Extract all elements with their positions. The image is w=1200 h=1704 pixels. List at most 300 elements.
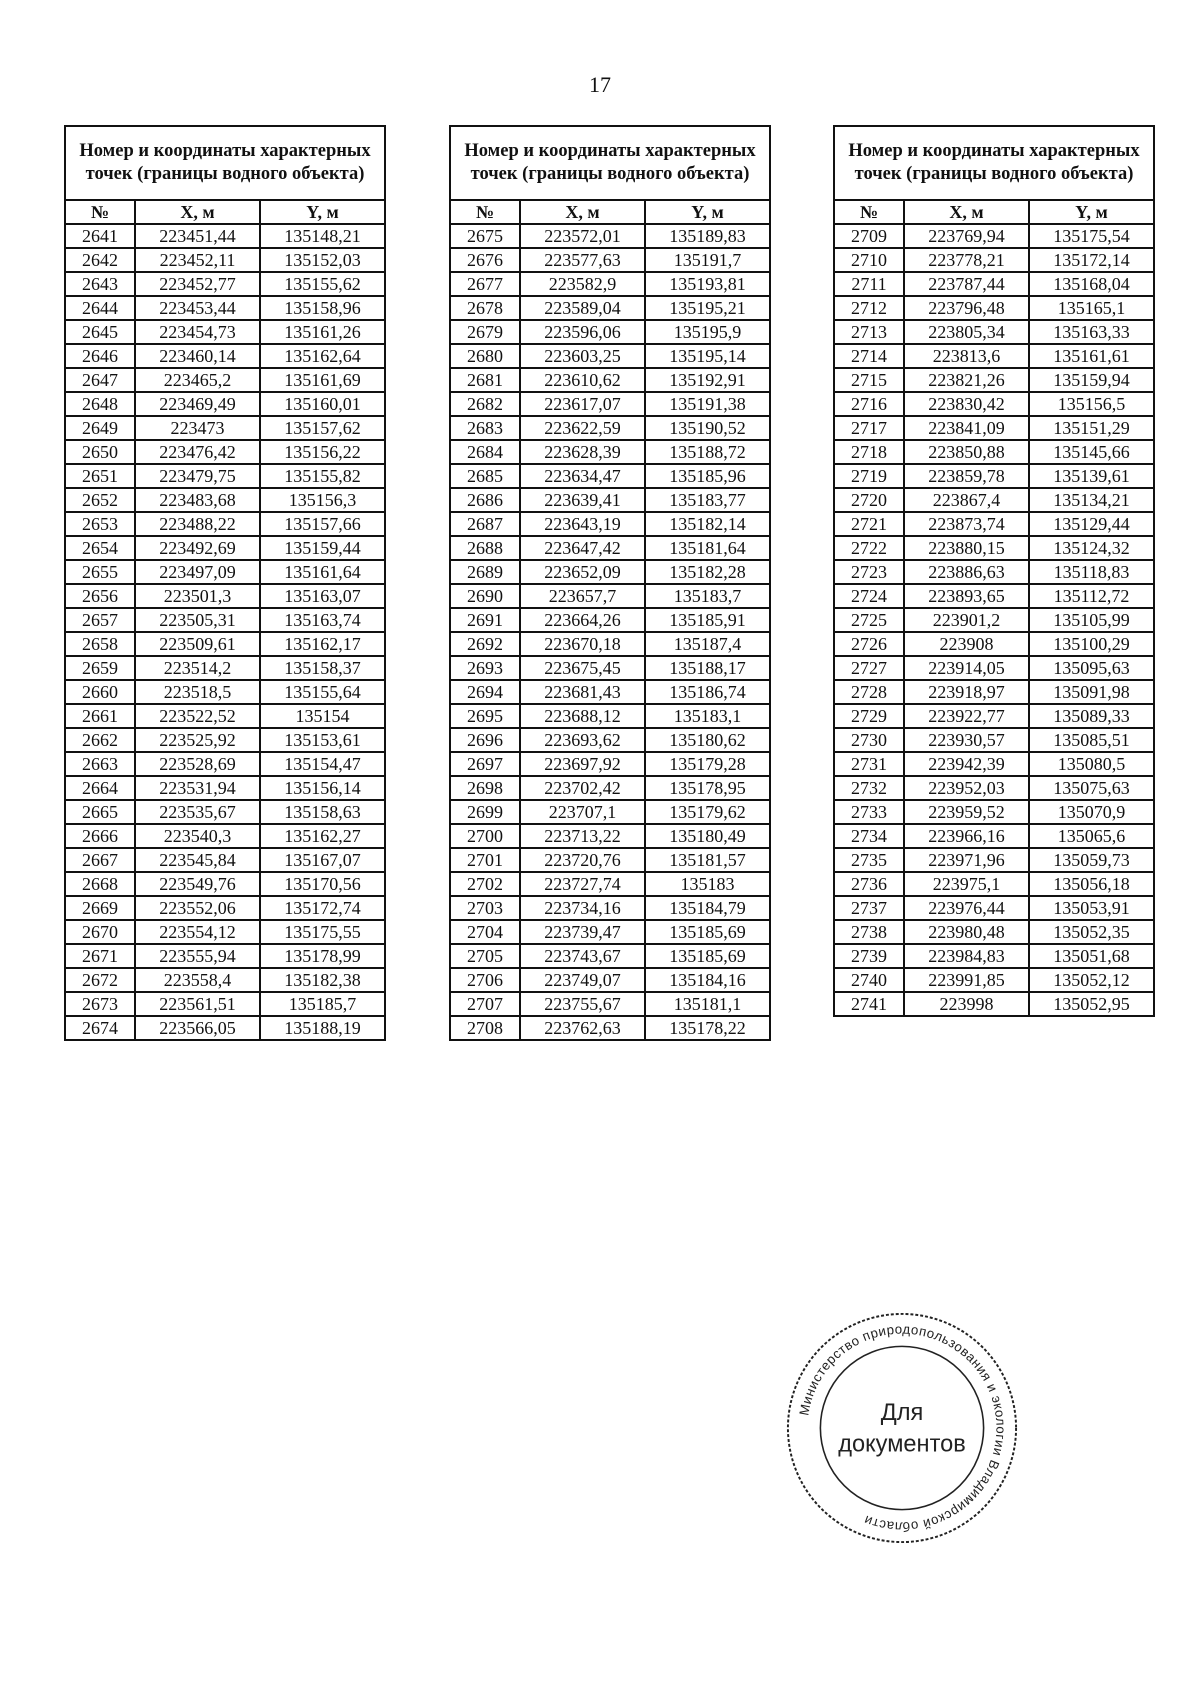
table-row bbox=[834, 848, 1154, 872]
cell-y: 135156,3 bbox=[260, 488, 385, 512]
cell-x: 223727,74 bbox=[520, 872, 645, 896]
cell-x: 223813,6 bbox=[904, 344, 1029, 368]
table-caption: Номер и координаты характерных точек (границы водного объекта) bbox=[450, 126, 770, 200]
table-row bbox=[65, 800, 385, 824]
cell-point-number: 2705 bbox=[450, 944, 520, 968]
cell-point-number: 2676 bbox=[450, 248, 520, 272]
cell-x: 223664,26 bbox=[520, 608, 645, 632]
table-row bbox=[65, 608, 385, 632]
header-x: X, м bbox=[520, 200, 645, 224]
table-row bbox=[834, 224, 1154, 248]
table-row bbox=[65, 368, 385, 392]
cell-y: 135160,01 bbox=[260, 392, 385, 416]
cell-point-number: 2712 bbox=[834, 296, 904, 320]
cell-point-number: 2664 bbox=[65, 776, 135, 800]
cell-y: 135191,7 bbox=[645, 248, 770, 272]
cell-y: 135154 bbox=[260, 704, 385, 728]
cell-point-number: 2658 bbox=[65, 632, 135, 656]
cell-point-number: 2734 bbox=[834, 824, 904, 848]
cell-y: 135156,5 bbox=[1029, 392, 1154, 416]
cell-x: 223643,19 bbox=[520, 512, 645, 536]
table-row bbox=[450, 704, 770, 728]
cell-y: 135178,95 bbox=[645, 776, 770, 800]
cell-x: 223617,07 bbox=[520, 392, 645, 416]
table-row bbox=[834, 512, 1154, 536]
table-row bbox=[834, 416, 1154, 440]
cell-x: 223707,1 bbox=[520, 800, 645, 824]
table-row bbox=[834, 560, 1154, 584]
cell-x: 223465,2 bbox=[135, 368, 260, 392]
cell-point-number: 2708 bbox=[450, 1016, 520, 1040]
cell-y: 135163,07 bbox=[260, 584, 385, 608]
table-caption: Номер и координаты характерных точек (границы водного объекта) bbox=[834, 126, 1154, 200]
cell-point-number: 2735 bbox=[834, 848, 904, 872]
cell-x: 223469,49 bbox=[135, 392, 260, 416]
cell-y: 135185,96 bbox=[645, 464, 770, 488]
cell-point-number: 2732 bbox=[834, 776, 904, 800]
table-row bbox=[65, 896, 385, 920]
cell-point-number: 2713 bbox=[834, 320, 904, 344]
table-row bbox=[834, 536, 1154, 560]
cell-y: 135178,22 bbox=[645, 1016, 770, 1040]
table-row bbox=[834, 944, 1154, 968]
table-row bbox=[65, 920, 385, 944]
cell-point-number: 2655 bbox=[65, 560, 135, 584]
table-row bbox=[450, 824, 770, 848]
cell-y: 135161,61 bbox=[1029, 344, 1154, 368]
table-row bbox=[834, 992, 1154, 1016]
table-row bbox=[65, 248, 385, 272]
cell-point-number: 2695 bbox=[450, 704, 520, 728]
cell-x: 223596,06 bbox=[520, 320, 645, 344]
cell-x: 223769,94 bbox=[904, 224, 1029, 248]
cell-point-number: 2706 bbox=[450, 968, 520, 992]
cell-point-number: 2686 bbox=[450, 488, 520, 512]
table-row bbox=[450, 920, 770, 944]
cell-x: 223886,63 bbox=[904, 560, 1029, 584]
cell-x: 223488,22 bbox=[135, 512, 260, 536]
table-row bbox=[450, 296, 770, 320]
table-row bbox=[834, 368, 1154, 392]
table-row bbox=[450, 896, 770, 920]
cell-point-number: 2687 bbox=[450, 512, 520, 536]
cell-x: 223473 bbox=[135, 416, 260, 440]
table-row bbox=[65, 488, 385, 512]
table-row bbox=[834, 800, 1154, 824]
table-row bbox=[450, 584, 770, 608]
table-row bbox=[450, 224, 770, 248]
cell-point-number: 2669 bbox=[65, 896, 135, 920]
cell-y: 135156,22 bbox=[260, 440, 385, 464]
cell-point-number: 2660 bbox=[65, 680, 135, 704]
cell-point-number: 2674 bbox=[65, 1016, 135, 1040]
cell-x: 223867,4 bbox=[904, 488, 1029, 512]
cell-x: 223628,39 bbox=[520, 440, 645, 464]
table-row bbox=[65, 560, 385, 584]
cell-y: 135075,63 bbox=[1029, 776, 1154, 800]
table-row bbox=[65, 680, 385, 704]
table-row bbox=[65, 752, 385, 776]
cell-x: 223922,77 bbox=[904, 704, 1029, 728]
table-row bbox=[450, 776, 770, 800]
cell-x: 223531,94 bbox=[135, 776, 260, 800]
cell-y: 135183,1 bbox=[645, 704, 770, 728]
cell-x: 223555,94 bbox=[135, 944, 260, 968]
cell-x: 223778,21 bbox=[904, 248, 1029, 272]
cell-y: 135181,57 bbox=[645, 848, 770, 872]
cell-y: 135185,69 bbox=[645, 920, 770, 944]
cell-point-number: 2652 bbox=[65, 488, 135, 512]
cell-point-number: 2700 bbox=[450, 824, 520, 848]
table-row bbox=[450, 512, 770, 536]
cell-point-number: 2678 bbox=[450, 296, 520, 320]
header-number: № bbox=[834, 200, 904, 224]
cell-y: 135112,72 bbox=[1029, 584, 1154, 608]
cell-y: 135185,7 bbox=[260, 992, 385, 1016]
cell-y: 135185,91 bbox=[645, 608, 770, 632]
cell-x: 223734,16 bbox=[520, 896, 645, 920]
cell-point-number: 2729 bbox=[834, 704, 904, 728]
cell-point-number: 2715 bbox=[834, 368, 904, 392]
cell-point-number: 2651 bbox=[65, 464, 135, 488]
cell-point-number: 2710 bbox=[834, 248, 904, 272]
cell-x: 223452,11 bbox=[135, 248, 260, 272]
cell-point-number: 2709 bbox=[834, 224, 904, 248]
cell-x: 223603,25 bbox=[520, 344, 645, 368]
cell-point-number: 2659 bbox=[65, 656, 135, 680]
cell-point-number: 2704 bbox=[450, 920, 520, 944]
cell-point-number: 2649 bbox=[65, 416, 135, 440]
table-row bbox=[65, 344, 385, 368]
cell-y: 135195,9 bbox=[645, 320, 770, 344]
header-y: Y, м bbox=[1029, 200, 1154, 224]
cell-point-number: 2688 bbox=[450, 536, 520, 560]
cell-x: 223918,97 bbox=[904, 680, 1029, 704]
cell-point-number: 2677 bbox=[450, 272, 520, 296]
table-row bbox=[834, 728, 1154, 752]
header-y: Y, м bbox=[645, 200, 770, 224]
cell-x: 223452,77 bbox=[135, 272, 260, 296]
table-row bbox=[834, 632, 1154, 656]
cell-x: 223549,76 bbox=[135, 872, 260, 896]
cell-point-number: 2650 bbox=[65, 440, 135, 464]
cell-y: 135154,47 bbox=[260, 752, 385, 776]
table-row bbox=[65, 992, 385, 1016]
cell-point-number: 2711 bbox=[834, 272, 904, 296]
cell-x: 223518,5 bbox=[135, 680, 260, 704]
cell-point-number: 2682 bbox=[450, 392, 520, 416]
table-row bbox=[450, 944, 770, 968]
table-row bbox=[450, 488, 770, 512]
cell-x: 223697,92 bbox=[520, 752, 645, 776]
cell-point-number: 2691 bbox=[450, 608, 520, 632]
stamp-center-line-2: документов bbox=[838, 1431, 966, 1458]
cell-x: 223873,74 bbox=[904, 512, 1029, 536]
table-row bbox=[450, 608, 770, 632]
table-row bbox=[834, 824, 1154, 848]
cell-point-number: 2667 bbox=[65, 848, 135, 872]
cell-x: 223522,52 bbox=[135, 704, 260, 728]
cell-point-number: 2654 bbox=[65, 536, 135, 560]
cell-y: 135187,4 bbox=[645, 632, 770, 656]
cell-y: 135158,63 bbox=[260, 800, 385, 824]
table-row bbox=[65, 656, 385, 680]
cell-y: 135124,32 bbox=[1029, 536, 1154, 560]
cell-point-number: 2721 bbox=[834, 512, 904, 536]
cell-point-number: 2645 bbox=[65, 320, 135, 344]
cell-x: 223850,88 bbox=[904, 440, 1029, 464]
cell-point-number: 2668 bbox=[65, 872, 135, 896]
cell-point-number: 2699 bbox=[450, 800, 520, 824]
cell-x: 223980,48 bbox=[904, 920, 1029, 944]
header-y: Y, м bbox=[260, 200, 385, 224]
cell-y: 135157,66 bbox=[260, 512, 385, 536]
cell-point-number: 2690 bbox=[450, 584, 520, 608]
cell-x: 223497,09 bbox=[135, 560, 260, 584]
cell-y: 135182,38 bbox=[260, 968, 385, 992]
cell-y: 135163,74 bbox=[260, 608, 385, 632]
cell-y: 135091,98 bbox=[1029, 680, 1154, 704]
cell-x: 223483,68 bbox=[135, 488, 260, 512]
table-row bbox=[450, 392, 770, 416]
cell-y: 135168,04 bbox=[1029, 272, 1154, 296]
cell-y: 135080,5 bbox=[1029, 752, 1154, 776]
cell-y: 135179,28 bbox=[645, 752, 770, 776]
cell-x: 223901,2 bbox=[904, 608, 1029, 632]
cell-y: 135183 bbox=[645, 872, 770, 896]
cell-y: 135153,61 bbox=[260, 728, 385, 752]
cell-x: 223942,39 bbox=[904, 752, 1029, 776]
table-row bbox=[834, 656, 1154, 680]
table-row bbox=[65, 776, 385, 800]
cell-point-number: 2725 bbox=[834, 608, 904, 632]
cell-x: 223566,05 bbox=[135, 1016, 260, 1040]
cell-point-number: 2693 bbox=[450, 656, 520, 680]
cell-y: 135184,79 bbox=[645, 896, 770, 920]
cell-y: 135190,52 bbox=[645, 416, 770, 440]
cell-point-number: 2740 bbox=[834, 968, 904, 992]
cell-x: 223693,62 bbox=[520, 728, 645, 752]
cell-y: 135192,91 bbox=[645, 368, 770, 392]
table-row bbox=[450, 440, 770, 464]
cell-point-number: 2728 bbox=[834, 680, 904, 704]
cell-x: 223713,22 bbox=[520, 824, 645, 848]
table-row bbox=[65, 944, 385, 968]
cell-y: 135158,96 bbox=[260, 296, 385, 320]
cell-y: 135089,33 bbox=[1029, 704, 1154, 728]
official-stamp bbox=[784, 1310, 1020, 1546]
cell-y: 135095,63 bbox=[1029, 656, 1154, 680]
cell-x: 223681,43 bbox=[520, 680, 645, 704]
cell-point-number: 2643 bbox=[65, 272, 135, 296]
cell-y: 135155,64 bbox=[260, 680, 385, 704]
cell-x: 223998 bbox=[904, 992, 1029, 1016]
table-row bbox=[65, 872, 385, 896]
table-row bbox=[65, 968, 385, 992]
cell-x: 223702,42 bbox=[520, 776, 645, 800]
cell-point-number: 2684 bbox=[450, 440, 520, 464]
cell-x: 223509,61 bbox=[135, 632, 260, 656]
cell-x: 223859,78 bbox=[904, 464, 1029, 488]
cell-point-number: 2683 bbox=[450, 416, 520, 440]
cell-point-number: 2656 bbox=[65, 584, 135, 608]
cell-x: 223558,4 bbox=[135, 968, 260, 992]
cell-point-number: 2696 bbox=[450, 728, 520, 752]
cell-y: 135085,51 bbox=[1029, 728, 1154, 752]
cell-point-number: 2701 bbox=[450, 848, 520, 872]
cell-x: 223492,69 bbox=[135, 536, 260, 560]
table-row bbox=[834, 488, 1154, 512]
svg-text:Министерство природопользовани bbox=[796, 1322, 1008, 1535]
cell-x: 223787,44 bbox=[904, 272, 1029, 296]
cell-y: 135155,62 bbox=[260, 272, 385, 296]
header-x: X, м bbox=[135, 200, 260, 224]
cell-x: 223577,63 bbox=[520, 248, 645, 272]
cell-x: 223755,67 bbox=[520, 992, 645, 1016]
cell-x: 223572,01 bbox=[520, 224, 645, 248]
cell-y: 135052,12 bbox=[1029, 968, 1154, 992]
cell-x: 223525,92 bbox=[135, 728, 260, 752]
cell-y: 135052,95 bbox=[1029, 992, 1154, 1016]
cell-x: 223952,03 bbox=[904, 776, 1029, 800]
cell-x: 223657,7 bbox=[520, 584, 645, 608]
table-row bbox=[65, 704, 385, 728]
table-row bbox=[65, 416, 385, 440]
cell-y: 135181,64 bbox=[645, 536, 770, 560]
table-row bbox=[65, 224, 385, 248]
cell-y: 135175,55 bbox=[260, 920, 385, 944]
cell-point-number: 2724 bbox=[834, 584, 904, 608]
cell-x: 223762,63 bbox=[520, 1016, 645, 1040]
cell-x: 223454,73 bbox=[135, 320, 260, 344]
table-row bbox=[834, 344, 1154, 368]
table-row bbox=[450, 320, 770, 344]
cell-point-number: 2692 bbox=[450, 632, 520, 656]
cell-x: 223514,2 bbox=[135, 656, 260, 680]
table-body bbox=[834, 224, 1154, 1016]
table-row bbox=[834, 776, 1154, 800]
table-row bbox=[450, 848, 770, 872]
cell-y: 135105,99 bbox=[1029, 608, 1154, 632]
cell-point-number: 2666 bbox=[65, 824, 135, 848]
table-body bbox=[65, 224, 385, 1040]
cell-x: 223622,59 bbox=[520, 416, 645, 440]
table-row bbox=[834, 752, 1154, 776]
cell-y: 135162,64 bbox=[260, 344, 385, 368]
cell-y: 135178,99 bbox=[260, 944, 385, 968]
cell-y: 135184,16 bbox=[645, 968, 770, 992]
cell-x: 223460,14 bbox=[135, 344, 260, 368]
cell-point-number: 2707 bbox=[450, 992, 520, 1016]
cell-point-number: 2662 bbox=[65, 728, 135, 752]
cell-x: 223893,65 bbox=[904, 584, 1029, 608]
cell-y: 135161,64 bbox=[260, 560, 385, 584]
stamp-center-line-1: Для bbox=[880, 1400, 924, 1427]
cell-x: 223561,51 bbox=[135, 992, 260, 1016]
cell-point-number: 2675 bbox=[450, 224, 520, 248]
cell-point-number: 2657 bbox=[65, 608, 135, 632]
cell-x: 223976,44 bbox=[904, 896, 1029, 920]
table-row bbox=[65, 536, 385, 560]
cell-point-number: 2730 bbox=[834, 728, 904, 752]
cell-y: 135159,94 bbox=[1029, 368, 1154, 392]
table-row bbox=[450, 968, 770, 992]
table-row bbox=[65, 272, 385, 296]
cell-x: 223639,41 bbox=[520, 488, 645, 512]
table-row bbox=[65, 296, 385, 320]
cell-x: 223582,9 bbox=[520, 272, 645, 296]
table-row bbox=[65, 848, 385, 872]
cell-x: 223501,3 bbox=[135, 584, 260, 608]
table-row bbox=[450, 992, 770, 1016]
cell-x: 223930,57 bbox=[904, 728, 1029, 752]
header-number: № bbox=[65, 200, 135, 224]
cell-point-number: 2665 bbox=[65, 800, 135, 824]
table-row bbox=[450, 464, 770, 488]
cell-point-number: 2648 bbox=[65, 392, 135, 416]
table-row bbox=[834, 272, 1154, 296]
cell-y: 135165,1 bbox=[1029, 296, 1154, 320]
table-row bbox=[65, 824, 385, 848]
cell-y: 135162,17 bbox=[260, 632, 385, 656]
cell-y: 135195,21 bbox=[645, 296, 770, 320]
cell-point-number: 2663 bbox=[65, 752, 135, 776]
table-body bbox=[450, 224, 770, 1040]
cell-point-number: 2671 bbox=[65, 944, 135, 968]
table-row bbox=[65, 512, 385, 536]
cell-x: 223739,47 bbox=[520, 920, 645, 944]
cell-x: 223880,15 bbox=[904, 536, 1029, 560]
cell-x: 223975,1 bbox=[904, 872, 1029, 896]
cell-y: 135155,82 bbox=[260, 464, 385, 488]
cell-y: 135175,54 bbox=[1029, 224, 1154, 248]
cell-y: 135189,83 bbox=[645, 224, 770, 248]
table-row bbox=[834, 392, 1154, 416]
table-row bbox=[450, 872, 770, 896]
cell-point-number: 2737 bbox=[834, 896, 904, 920]
cell-y: 135158,37 bbox=[260, 656, 385, 680]
cell-point-number: 2641 bbox=[65, 224, 135, 248]
cell-y: 135188,17 bbox=[645, 656, 770, 680]
cell-y: 135182,28 bbox=[645, 560, 770, 584]
stamp-ring-text: Министерство природопользования и экологии Владимирской области bbox=[796, 1321, 1009, 1535]
cell-point-number: 2694 bbox=[450, 680, 520, 704]
table-row bbox=[65, 1016, 385, 1040]
cell-y: 135129,44 bbox=[1029, 512, 1154, 536]
cell-y: 135059,73 bbox=[1029, 848, 1154, 872]
table-caption: Номер и координаты характерных точек (границы водного объекта) bbox=[65, 126, 385, 200]
cell-x: 223647,42 bbox=[520, 536, 645, 560]
cell-y: 135157,62 bbox=[260, 416, 385, 440]
table-row bbox=[450, 560, 770, 584]
cell-y: 135161,26 bbox=[260, 320, 385, 344]
cell-x: 223552,06 bbox=[135, 896, 260, 920]
cell-y: 135195,14 bbox=[645, 344, 770, 368]
cell-point-number: 2685 bbox=[450, 464, 520, 488]
table-row bbox=[450, 368, 770, 392]
table-row bbox=[834, 968, 1154, 992]
table-row bbox=[450, 680, 770, 704]
cell-x: 223971,96 bbox=[904, 848, 1029, 872]
cell-y: 135193,81 bbox=[645, 272, 770, 296]
cell-y: 135065,6 bbox=[1029, 824, 1154, 848]
cell-point-number: 2679 bbox=[450, 320, 520, 344]
cell-y: 135191,38 bbox=[645, 392, 770, 416]
cell-y: 135170,56 bbox=[260, 872, 385, 896]
cell-x: 223528,69 bbox=[135, 752, 260, 776]
cell-y: 135070,9 bbox=[1029, 800, 1154, 824]
cell-point-number: 2661 bbox=[65, 704, 135, 728]
